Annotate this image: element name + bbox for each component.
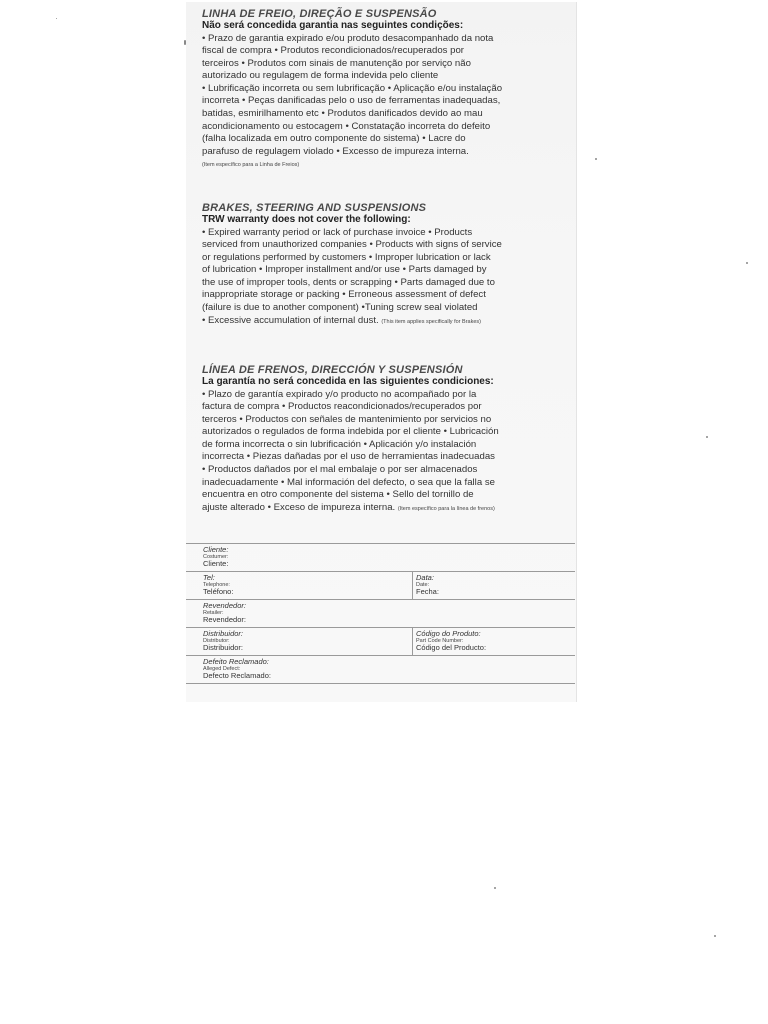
- terms-es: [202, 389, 572, 516]
- section-portuguese: [202, 8, 572, 172]
- data-field[interactable]: [416, 574, 439, 596]
- terms-line: the use of improper tools, dents or scrapping • Parts damaged due to: [202, 276, 495, 288]
- terms-line: (falha localizada em outro componente do sistema) • Lacre do: [202, 133, 466, 145]
- scan-speck: [494, 887, 496, 889]
- label-es: Revendedor:: [203, 615, 246, 624]
- form-row-revendedor[interactable]: [186, 599, 575, 627]
- label-en: Costumer:: [203, 554, 229, 560]
- label-es: Defecto Reclamado:: [203, 671, 271, 680]
- terms-line: incorrecta • Piezas dañadas por el uso de herramientas inadecuadas: [202, 451, 495, 463]
- scan-speck: [184, 40, 186, 45]
- tel-field[interactable]: [203, 574, 233, 596]
- terms-line: inadecuadamente • Mal información del defecto, o sea que la falla se: [202, 476, 495, 488]
- terms-en: [202, 227, 572, 329]
- terms-line: • Expired warranty period or lack of purchase invoice • Products: [202, 226, 473, 238]
- terms-line: terceros • Productos con señales de mantenimiento por servicios no: [202, 413, 492, 425]
- form-row-distribuidor-codigo: [186, 627, 575, 655]
- section-subtitle-en: TRW warranty does not cover the following:: [202, 214, 411, 225]
- label-es: Distribuidor:: [203, 643, 244, 652]
- terms-line: ajuste alterado • Exceso de impureza interna.: [202, 501, 396, 513]
- terms-line: batidas, esmirilhamento etc • Produtos danificados devido ao mau: [202, 108, 483, 120]
- terms-line: incorreta • Peças danificadas pelo o uso de ferramentas inadequadas,: [202, 95, 501, 107]
- terms-line: de forma incorrecta o sin lubrificación • Aplicación y/o instalación: [202, 438, 477, 450]
- section-title-en: BRAKES, STEERING AND SUSPENSIONS: [202, 202, 427, 214]
- label-es: Código del Producto:: [416, 643, 487, 652]
- label-pt: Cliente:: [203, 545, 229, 554]
- terms-line: serviced from unauthorized companies • Products with signs of service: [202, 239, 502, 251]
- terms-line: autorizados o regulados de forma indebida por el cliente • Lubricación: [202, 426, 499, 438]
- defeito-field[interactable]: [203, 658, 271, 680]
- label-pt: Distribuidor:: [203, 629, 244, 638]
- section-english: [202, 202, 572, 328]
- revendedor-field[interactable]: [203, 602, 246, 624]
- label-en: Alleged Defect:: [203, 666, 241, 672]
- terms-line: (failure is due to another component) •Tuning screw seal violated: [202, 302, 478, 314]
- section-note-en: (This item applies specifically for Brakes): [381, 318, 481, 325]
- label-pt: Defeito Reclamado:: [203, 657, 269, 666]
- customer-form: [186, 543, 575, 684]
- scan-speck: [714, 935, 716, 937]
- section-title-pt: LINHA DE FREIO, DIREÇÃO E SUSPENSÃO: [202, 8, 437, 20]
- distribuidor-field[interactable]: [203, 630, 243, 652]
- terms-line: encuentra en otro componente del sistema • Sello del tornillo de: [202, 489, 474, 501]
- label-en: Distributor:: [203, 638, 230, 644]
- label-pt: Tel:: [203, 573, 215, 582]
- terms-line: factura de compra • Productos reacondicionados/recuperados por: [202, 401, 482, 413]
- terms-line: terceiros • Produtos com sinais de manutenção por serviço não: [202, 57, 471, 69]
- label-es: Cliente:: [203, 559, 229, 568]
- terms-line: fiscal de compra • Produtos recondicionados/recuperados por: [202, 45, 465, 57]
- terms-line: acondicionamento ou estocagem • Constatação incorreta do defeito: [202, 120, 491, 132]
- section-note-pt: (Item específico para a Linha de Freios): [202, 162, 300, 169]
- terms-line: inappropriate storage or packing • Erroneous assessment of defect: [202, 289, 486, 301]
- label-pt: Código do Produto:: [416, 629, 481, 638]
- terms-line: parafuso de regulagem violado • Excesso de impureza interna.: [202, 145, 469, 157]
- label-en: Retailer:: [203, 610, 224, 616]
- terms-line: autorizado ou regulagem de forma indevida pelo cliente: [202, 70, 439, 82]
- terms-line: • Excessive accumulation of internal dust.: [202, 314, 379, 326]
- label-es: Fecha:: [416, 587, 439, 596]
- label-en: Date:: [416, 582, 430, 588]
- cliente-field[interactable]: [203, 546, 228, 568]
- scan-speck: [706, 436, 708, 438]
- terms-line: of lubrication • Improper installment and/or use • Parts damaged by: [202, 264, 487, 276]
- label-pt: Revendedor:: [203, 601, 246, 610]
- section-subtitle-es: La garantía no será concedida en las siguientes condiciones:: [202, 376, 494, 387]
- form-row-tel-data: [186, 571, 575, 599]
- section-spanish: [202, 364, 572, 515]
- form-row-defeito[interactable]: [186, 655, 575, 684]
- scan-speck: [746, 262, 748, 264]
- section-subtitle-pt: Não será concedida garantia nas seguintes condições:: [202, 20, 464, 31]
- terms-line: • Productos dañados por el mal embalaje o por ser almacenados: [202, 464, 478, 476]
- terms-line: or regulations performed by customers • Improper lubrication or lack: [202, 251, 491, 263]
- codigo-produto-field[interactable]: [416, 630, 486, 652]
- section-title-es: LÍNEA DE FRENOS, DIRECCIÓN Y SUSPENSIÓN: [202, 364, 463, 376]
- column-divider: [412, 572, 413, 599]
- label-es: Teléfono:: [203, 587, 234, 596]
- terms-pt: [202, 33, 572, 173]
- label-pt: Data:: [416, 573, 434, 582]
- label-en: Part Code Number:: [416, 638, 464, 644]
- terms-line: • Lubrificação incorreta ou sem lubrificação • Aplicação e/ou instalação: [202, 82, 503, 94]
- column-divider: [412, 628, 413, 655]
- terms-line: • Prazo de garantia expirado e/ou produto desacompanhado da nota: [202, 32, 494, 44]
- scan-speck: [595, 158, 597, 160]
- label-en: Telephone:: [203, 582, 230, 588]
- terms-line: • Plazo de garantía expirado y/o producto no acompañado por la: [202, 388, 477, 400]
- scan-speck: [56, 18, 57, 19]
- section-note-es: (Item específico para la línea de frenos): [397, 505, 495, 512]
- form-row-cliente[interactable]: [186, 543, 575, 571]
